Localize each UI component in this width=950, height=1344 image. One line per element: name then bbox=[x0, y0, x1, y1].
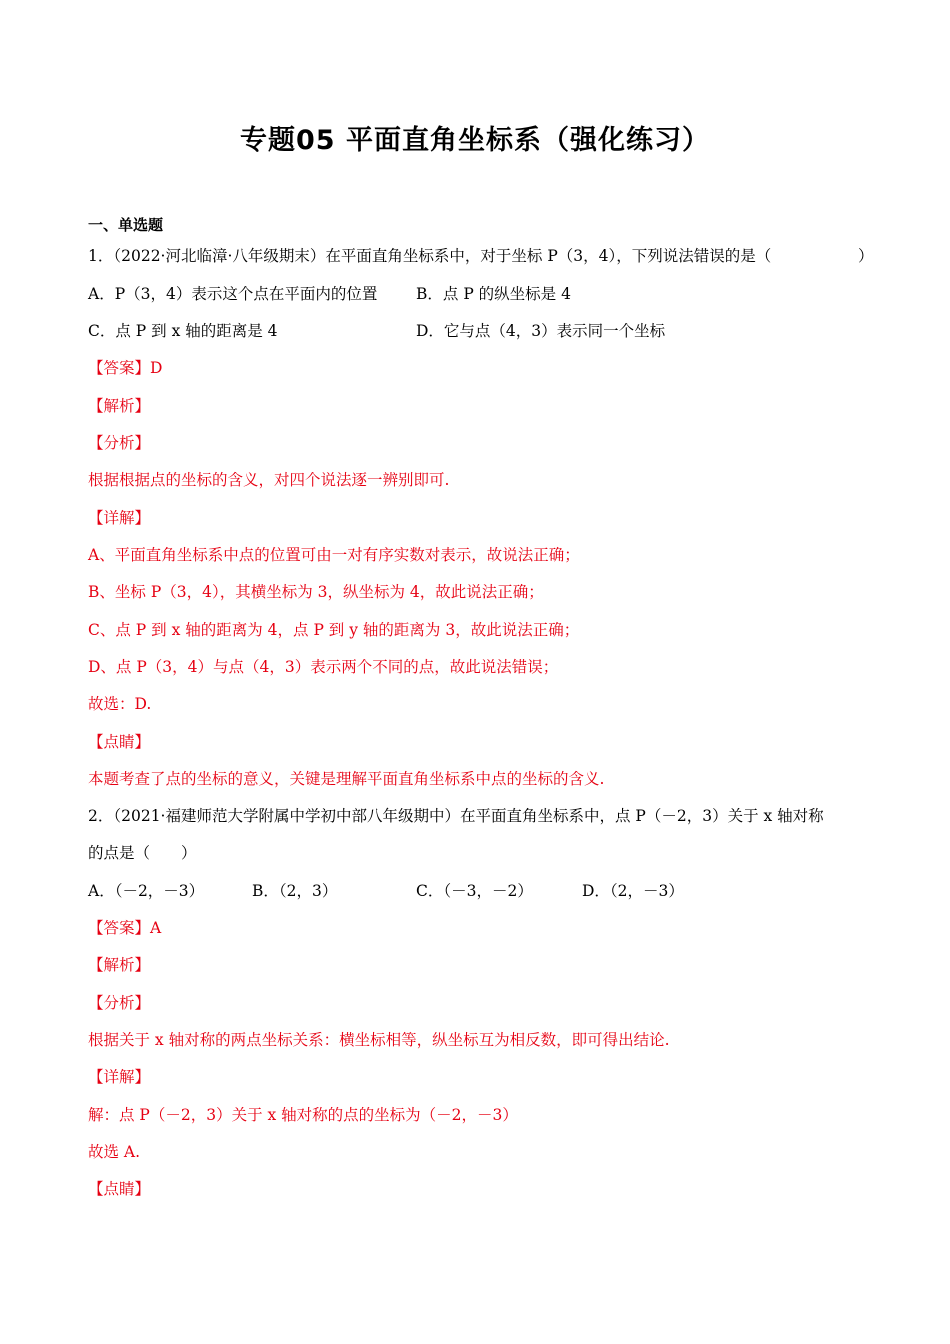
q2-detail: 解：点 P（－2，3）关于 x 轴对称的点的坐标为（－2，－3） bbox=[88, 1106, 518, 1124]
page-title: 专题05 平面直角坐标系（强化练习） bbox=[240, 125, 710, 156]
q1-option-b: B．点 P 的纵坐标是 4 bbox=[416, 285, 571, 303]
q2-option-a: A．（－2，－3） bbox=[88, 882, 205, 900]
q1-dianjing-text: 本题考查了点的坐标的意义，关键是理解平面直角坐标系中点的坐标的含义. bbox=[88, 770, 605, 788]
q2-fenxi-tag: 【分析】 bbox=[88, 994, 151, 1012]
q2-fenxi-text: 根据关于 x 轴对称的两点坐标关系：横坐标相等，纵坐标互为相反数，即可得出结论. bbox=[88, 1031, 670, 1049]
q2-stem-line1: 2．（2021·福建师范大学附属中学初中部八年级期中）在平面直角坐标系中，点 P（－2，3）关于 x 轴对称 bbox=[88, 807, 824, 825]
q1-option-c: C．点 P 到 x 轴的距离是 4 bbox=[88, 322, 278, 340]
q1-detail-b: B、坐标 P（3，4），其横坐标为 3，纵坐标为 4，故此说法正确； bbox=[88, 583, 544, 601]
q2-option-b: B．（2，3） bbox=[252, 882, 338, 900]
q1-fenxi-text: 根据根据点的坐标的含义，对四个说法逐一辨别即可. bbox=[88, 471, 450, 489]
q1-answer: 【答案】D bbox=[88, 359, 163, 377]
q1-choice: 故选：D. bbox=[88, 695, 152, 713]
q1-xiangjie-tag: 【详解】 bbox=[88, 509, 151, 527]
q2-jiexi-tag: 【解析】 bbox=[88, 956, 151, 974]
q2-option-d: D．（2，－3） bbox=[582, 882, 684, 900]
q1-option-a: A．P（3，4）表示这个点在平面内的位置 bbox=[88, 285, 378, 303]
q1-option-d: D．它与点（4，3）表示同一个坐标 bbox=[416, 322, 666, 340]
section-heading: 一、单选题 bbox=[88, 216, 164, 234]
q1-dianjing-tag: 【点睛】 bbox=[88, 733, 151, 751]
q1-stem-close: ） bbox=[858, 247, 874, 265]
q1-detail-a: A、平面直角坐标系中点的位置可由一对有序实数对表示，故说法正确； bbox=[88, 546, 580, 564]
q2-answer: 【答案】A bbox=[88, 919, 162, 937]
q1-detail-d: D、点 P（3，4）与点（4，3）表示两个不同的点，故此说法错误； bbox=[88, 658, 559, 676]
q1-jiexi-tag: 【解析】 bbox=[88, 397, 151, 415]
q1-stem: 1．（2022·河北临漳·八年级期末）在平面直角坐标系中，对于坐标 P（3，4），下列说法错误的是（ bbox=[88, 247, 772, 265]
q2-dianjing-tag: 【点睛】 bbox=[88, 1180, 151, 1198]
q2-xiangjie-tag: 【详解】 bbox=[88, 1068, 151, 1086]
q2-choice: 故选 A. bbox=[88, 1143, 141, 1161]
q2-stem-line2: 的点是（ ） bbox=[88, 844, 197, 862]
q2-option-c: C．（－3，－2） bbox=[416, 882, 533, 900]
q1-detail-c: C、点 P 到 x 轴的距离为 4，点 P 到 y 轴的距离为 3，故此说法正确； bbox=[88, 621, 580, 639]
q1-fenxi-tag: 【分析】 bbox=[88, 434, 151, 452]
